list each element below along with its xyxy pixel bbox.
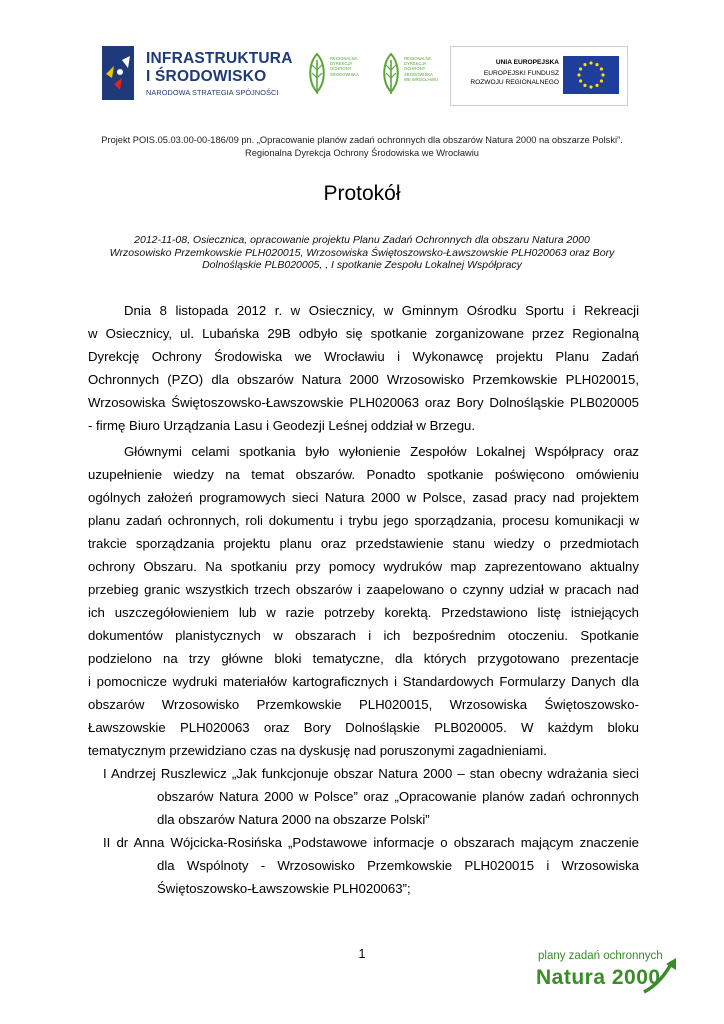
subtitle-line: Wrzosowisko Przemkowskie PLH020015, Wrzosowiska Świętoszowsko-Ławszowskie PLH020063 oraz Bory — [109, 247, 615, 259]
infra-logo-line2: I ŚRODOWISKO — [146, 68, 267, 85]
body-line: podzielono na trzy główne bloki tematyczne, dla których przygotowano prezentacje — [88, 651, 639, 666]
rdos-logo-1-text: OCHRONY — [330, 66, 352, 72]
eu-logo-line2: EUROPEJSKI FUNDUSZ — [483, 70, 559, 77]
subtitle-line: 2012-11-08, Osiecznica, opracowanie projektu Planu Zadań Ochronnych dla obszaru Natura 2000 — [134, 234, 590, 246]
rdos-logo-2-text: ŚRODOWISKA — [404, 71, 433, 77]
rdos-logo-1-text: ŚRODOWISKA — [330, 71, 359, 77]
document-title: Protokół — [323, 182, 401, 205]
body-line: Dnia 8 listopada 2012 r. w Osiecznicy, w Gminnym Ośrodku Sportu i Rekreacji — [124, 303, 639, 318]
list-item-1-line: I Andrzej Ruszlewicz „Jak funkcjonuje obszar Natura 2000 – stan obecny wdrażania sieci — [103, 766, 639, 781]
eu-logo-line1: UNIA EUROPEJSKA — [495, 59, 559, 66]
infra-logo-line1: INFRASTRUKTURA — [146, 50, 293, 67]
body-line: dokumentów planistycznych w obszarach i ich bezpośrednim otoczeniu. Spotkanie — [88, 628, 639, 643]
body-line: Wrzosowiska Świętoszowsko-Ławszowskie PLH020063 oraz Bory Dolnośląskie PLB020005 — [88, 395, 639, 410]
body-line: ochrony Obszaru. Na spotkaniu przy pomocy wydruków map zaprezentowano aktualny — [88, 559, 639, 574]
infra-logo-line3: NARODOWA STRATEGIA SPÓJNOŚCI — [146, 88, 279, 97]
body-line: uzupełnienie wiedzy na temat obszarów. Ponadto spotkanie poświęcono omówieniu — [88, 467, 639, 482]
list-item-2-line: II dr Anna Wójcicka-Rosińska „Podstawowe informacje o obszarach mającym znaczenie — [103, 835, 639, 850]
rdos-logo-1 — [306, 52, 370, 96]
body-line: Głównymi celami spotkania było wyłonienie Zespołów Lokalnej Współpracy oraz — [124, 444, 639, 459]
eu-logo-line3: ROZWOJU REGIONALNEGO — [470, 79, 559, 86]
swoosh-arrow-icon — [642, 956, 682, 996]
rdos-logo-2 — [380, 52, 444, 96]
body-line: i pomocnicze wydruki materiałów kartograficznych i Standardowych Formularzy Danych dla — [88, 674, 639, 689]
body-line: obszarów Wrzosowisko Przemkowskie PLH020015, Wrzosowiska Świętoszowsko- — [88, 697, 639, 712]
body-line: ich uszczegółowieniem lub w razie potrzeby korektą. Przedstawiono listę istniejących — [88, 605, 639, 620]
body-line: Ławszowskie PLH020063 oraz Bory Dolnośląskie PLB020005. W każdym bloku — [88, 720, 639, 735]
leaf-icon — [306, 52, 328, 96]
page-number: 1 — [358, 947, 366, 961]
rdos-logo-2-text: REGIONALNA — [404, 56, 432, 61]
star-flag-icon — [100, 44, 138, 102]
body-line: przebieg granic wszystkich trzech obszarów i zaapelowano o czynny udział w pracach nad — [88, 582, 639, 597]
eu-flag-icon — [563, 56, 619, 94]
body-line: ogólnych założeń programowych sieci Natura 2000 w Polsce, zasad pracy nad projektem — [88, 490, 639, 505]
body-line: w Osiecznicy, ul. Lubańska 29B odbyło się spotkanie zorganizowane przez Regionalną — [88, 326, 639, 341]
list-item-2-line: Świętoszowsko-Ławszowskie PLH020063”; — [157, 881, 411, 896]
body-line: trakcie sporządzania projektu planu oraz przedstawienie stanu wiedzy o przedmiotach — [88, 536, 639, 551]
leaf-icon — [380, 52, 402, 96]
body-line: - firmę Biuro Urządzania Lasu i Geodezji Leśnej oddział w Brzegu. — [88, 418, 476, 433]
infrastruktura-srodowisko-logo — [96, 44, 293, 106]
natura-logo-big: Natura 2000 — [536, 966, 661, 989]
body-line: planu zadań ochronnych, roli dokumentu i trybu jego sporządzania, procesu komunikacji w — [88, 513, 639, 528]
list-item-1-line: dla obszarów Natura 2000 na obszarze Polski” — [157, 812, 430, 827]
body-line: tematycznym przewidziano czas na dyskusję nad poruszonymi zagadnieniami. — [88, 743, 547, 758]
natura-logo-top: plany zadań ochronnych — [538, 950, 663, 962]
rdos-logo-2-text: DYREKCJA — [404, 61, 427, 67]
rdos-logo-1-text: DYREKCJA — [330, 61, 353, 67]
body-line: Ochronnych (PZO) dla obszarów Natura 2000 Wrzosowisko Przemkowskie PLH020015, — [88, 372, 639, 387]
list-item-2-line: dla Wspólnoty - Wrzosowisko Przemkowskie PLH020015 i Wrzosowiska — [157, 858, 639, 873]
project-line: Projekt POIS.05.03.00-00-186/09 pn. „Opracowanie planów zadań ochronnych dla obszarów Natura 2000 na obszarze Polski”. — [101, 135, 623, 145]
subtitle-line: Dolnośląskie PLB020005, , I spotkanie Zespołu Lokalnej Współpracy — [202, 259, 522, 271]
natura-2000-logo — [524, 946, 684, 1002]
rdos-logo-2-text: OCHRONY — [404, 66, 426, 72]
list-item-1-line: obszarów Natura 2000 w Polsce” oraz „Opracowanie planów zadań ochronnych — [157, 789, 639, 804]
rdos-logo-2-text: WE WROCŁAWIU — [404, 76, 439, 82]
eu-erdf-logo — [450, 46, 628, 106]
body-line: Dyrekcję Ochrony Środowiska we Wrocławiu i Wykonawcę projektu Planu Zadań — [88, 349, 639, 364]
rdos-line: Regionalna Dyrekcja Ochrony Środowiska we Wrocławiu — [245, 148, 479, 158]
rdos-logo-1-text: REGIONALNA — [330, 56, 358, 61]
